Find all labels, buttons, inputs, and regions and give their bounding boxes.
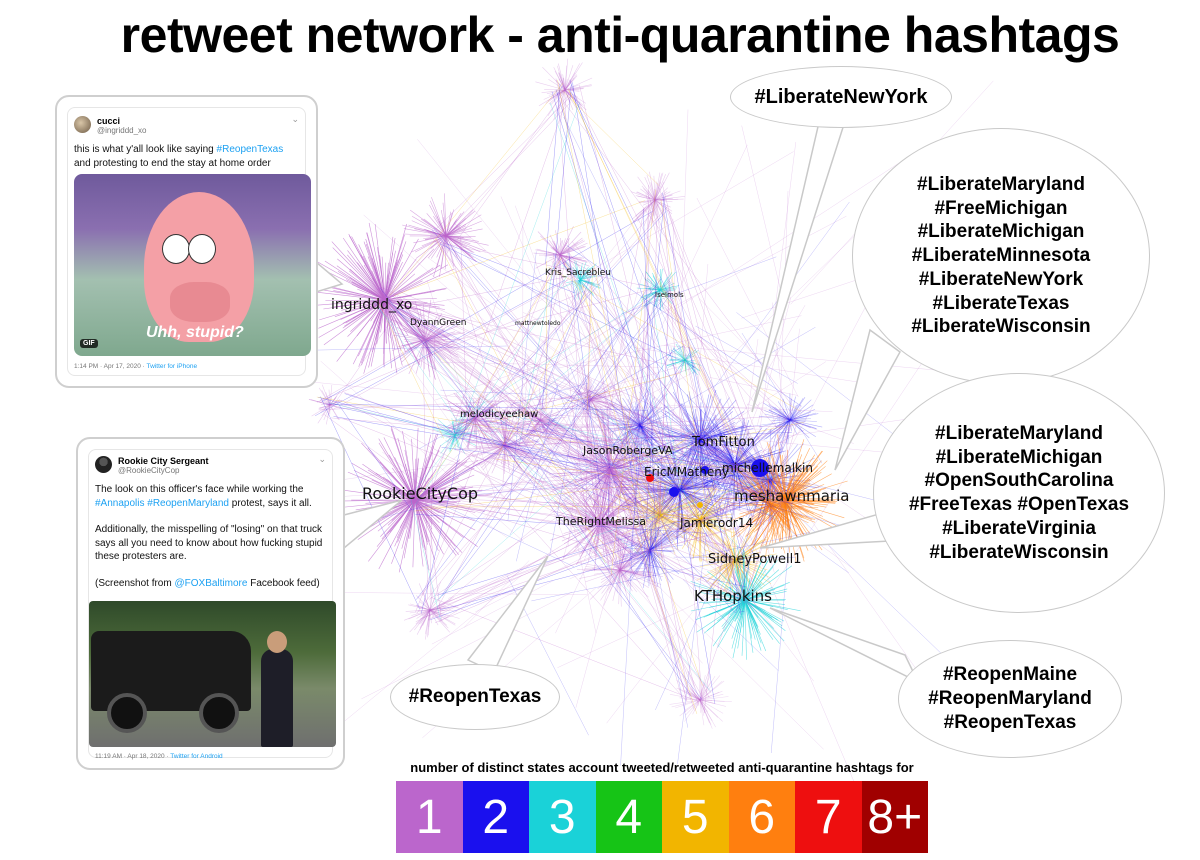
bubble-hashtag: #LiberateWisconsin <box>911 316 1091 338</box>
tweet-text-part: Facebook feed) <box>247 577 320 589</box>
bubble-hashtag: #ReopenTexas <box>408 686 542 708</box>
node-label-sidneypowell1: SidneyPowell1 <box>708 552 802 567</box>
bubble-hashtag: #LiberateMinnesota <box>911 245 1091 267</box>
tweet-gif-image[interactable] <box>74 174 311 356</box>
officer-head <box>267 631 287 653</box>
network-edge <box>564 117 682 353</box>
network-edge <box>320 336 431 400</box>
tweet-photo[interactable] <box>89 601 336 747</box>
callout-bubble-reopen-group-c <box>898 640 1122 758</box>
tweet-client-link[interactable]: Twitter for iPhone <box>146 363 198 370</box>
tweet-text <box>95 483 331 590</box>
bubble-hashtag: #LiberateMaryland <box>917 173 1085 195</box>
gif-badge: GIF <box>80 339 98 348</box>
node-label-jamierodr14: Jamierodr14 <box>680 516 754 530</box>
pointer-group-c <box>770 608 918 682</box>
bubble-hashtag: #LiberateMichigan <box>935 446 1103 468</box>
bubble-hashtag: #LiberateNewYork <box>754 85 928 108</box>
bubble-hashtag: #LiberateWisconsin <box>929 541 1109 563</box>
callout-bubble-liberate-group-a <box>852 128 1150 384</box>
network-edge <box>523 312 613 356</box>
callout-bubble-liberate-group-b <box>873 373 1165 613</box>
chevron-down-icon[interactable]: ⌄ <box>291 114 299 124</box>
network-edge <box>464 206 668 428</box>
tweet-client-link[interactable]: Twitter for Android <box>170 753 223 760</box>
network-node <box>669 487 679 497</box>
cartoon-eye-shape <box>188 234 216 264</box>
network-spoke <box>330 385 332 405</box>
network-spoke <box>700 700 723 722</box>
callout-bubble-liberate-new-york <box>730 66 952 128</box>
bubble-hashtag: #ReopenMaryland <box>928 688 1092 710</box>
bubble-hashtag: #FreeTexas #OpenTexas <box>908 494 1130 515</box>
tweet-text-part: this is what y'all look like saying <box>74 144 217 155</box>
avatar <box>95 456 112 473</box>
cartoon-eye-shape <box>162 234 190 264</box>
legend-title: number of distinct states account tweeted/retweeted anti-quarantine hashtags for <box>410 760 914 775</box>
hashtag-link[interactable]: #ReopenTexas <box>216 144 284 155</box>
bubble-hashtag: #OpenSouthCarolina <box>924 470 1114 492</box>
bubble-hashtag: #ReopenTexas <box>943 711 1077 733</box>
bubble-hashtag: #LiberateTexas <box>932 292 1070 314</box>
legend-swatch-5: 5 <box>662 781 729 853</box>
network-edge <box>394 201 645 296</box>
tweet-card-rookiecitycop <box>76 437 345 770</box>
tweet-frame <box>67 107 306 376</box>
network-edge <box>742 126 785 307</box>
node-label-dyanngreen: DyannGreen <box>410 318 467 328</box>
network-edge <box>608 556 703 664</box>
node-label-kthopkins: KTHopkins <box>694 587 772 605</box>
color-legend <box>396 781 928 853</box>
gif-caption: Uhh, stupid? <box>146 324 244 341</box>
tweet-text-part: The look on this officer's face while working the <box>95 484 304 495</box>
tweet-text-part: (Screenshot from <box>95 577 175 589</box>
network-spoke <box>312 405 330 416</box>
network-edge <box>384 103 570 297</box>
node-label-therightmelissa: TheRightMelissa <box>556 515 646 528</box>
node-label-ingriddd-xo: ingriddd_xo <box>331 297 413 313</box>
tweet-text <box>74 143 302 170</box>
node-label-melodicyeehaw: melodicyeehaw <box>460 409 539 420</box>
node-label-jasonrobergeva: JasonRobergeVA <box>583 444 673 457</box>
tweet-paragraph: Additionally, the misspelling of "losing" on that truck says all you need to know about how fucking stupid these protesters are. <box>95 524 323 562</box>
node-label-michellemalkin: michellemalkin <box>722 461 813 475</box>
tweet-paragraph <box>95 577 331 591</box>
tweet-author-name: Rookie City Sergeant <box>118 456 209 466</box>
truck-wheel <box>107 693 147 733</box>
officer-shape <box>261 649 293 747</box>
network-spoke <box>565 86 592 90</box>
node-label-kris-sacrebleu: Kris_Sacrebleu <box>545 268 611 278</box>
network-edge <box>673 219 676 325</box>
tweet-card-ingriddd <box>55 95 318 388</box>
network-edge <box>321 592 587 594</box>
bubble-hashtag: #ReopenMaine <box>942 664 1078 686</box>
network-edge <box>329 310 398 412</box>
hashtag-link[interactable]: #Annapolis #ReopenMaryland <box>95 497 229 509</box>
node-label-tomfitton: TomFitton <box>692 435 755 450</box>
network-edge <box>696 326 798 384</box>
network-spoke <box>433 236 446 277</box>
network-edge <box>430 336 434 595</box>
network-edge <box>741 276 868 318</box>
network-edge <box>536 286 591 410</box>
tweet-paragraph <box>95 483 331 510</box>
bubble-hashtag: #LiberateMichigan <box>917 221 1085 243</box>
mention-link[interactable]: @FOXBaltimore <box>174 577 248 589</box>
legend-swatch-2: 2 <box>463 781 530 853</box>
tweet-text-part: protest, says it all. <box>228 497 312 509</box>
tweet-timestamp <box>74 363 197 370</box>
callout-bubble-reopen-texas <box>390 664 560 730</box>
legend-swatch-8-plus: 8+ <box>862 781 929 853</box>
network-edge <box>440 88 574 250</box>
network-edge <box>329 403 449 432</box>
tweet-time: 1:14 PM · Apr 17, 2020 · <box>74 363 147 370</box>
network-edges <box>238 59 997 810</box>
node-label-ericmmatheny: EricMMatheny <box>644 465 729 479</box>
legend-swatch-7: 7 <box>795 781 862 853</box>
tweet-timestamp <box>95 753 223 760</box>
pointer-new-york <box>752 118 846 412</box>
truck-wheel <box>199 693 239 733</box>
avatar <box>74 116 91 133</box>
node-label-rookiecitycop: RookieCityCop <box>362 484 479 503</box>
network-node <box>697 502 703 508</box>
tweet-author-handle: @ingriddd_xo <box>97 126 147 135</box>
bubble-hashtag: #LiberateNewYork <box>918 268 1084 290</box>
legend-swatch-6: 6 <box>729 781 796 853</box>
bubble-hashtag: #LiberateVirginia <box>942 517 1096 539</box>
node-label-iselmols: Iselmols <box>655 291 684 299</box>
figure-title: retweet network - anti-quarantine hashtags <box>120 7 1120 63</box>
chevron-down-icon[interactable]: ⌄ <box>318 454 326 464</box>
node-label-meshawnmaria: meshawnmaria <box>734 487 850 505</box>
tweet-author-name: cucci <box>97 116 121 126</box>
network-edge <box>457 78 574 241</box>
node-label-mattnewtoledo: mattnewtoledo <box>515 320 561 327</box>
bubble-hashtag: #LiberateMaryland <box>935 422 1103 444</box>
legend-swatch-3: 3 <box>529 781 596 853</box>
tweet-time: 11:19 AM · Apr 18, 2020 · <box>95 753 171 760</box>
network-edge <box>567 205 647 308</box>
legend-swatch-4: 4 <box>596 781 663 853</box>
tweet-author-handle: @RookieCityCop <box>118 466 180 475</box>
tweet-text-part: and protesting to end the stay at home order <box>74 157 271 169</box>
bubble-hashtag: #FreeMichigan <box>934 197 1068 219</box>
tweet-frame <box>88 449 333 758</box>
legend-swatch-1: 1 <box>396 781 463 853</box>
network-edge <box>710 377 798 395</box>
cartoon-hand-shape <box>170 282 230 322</box>
